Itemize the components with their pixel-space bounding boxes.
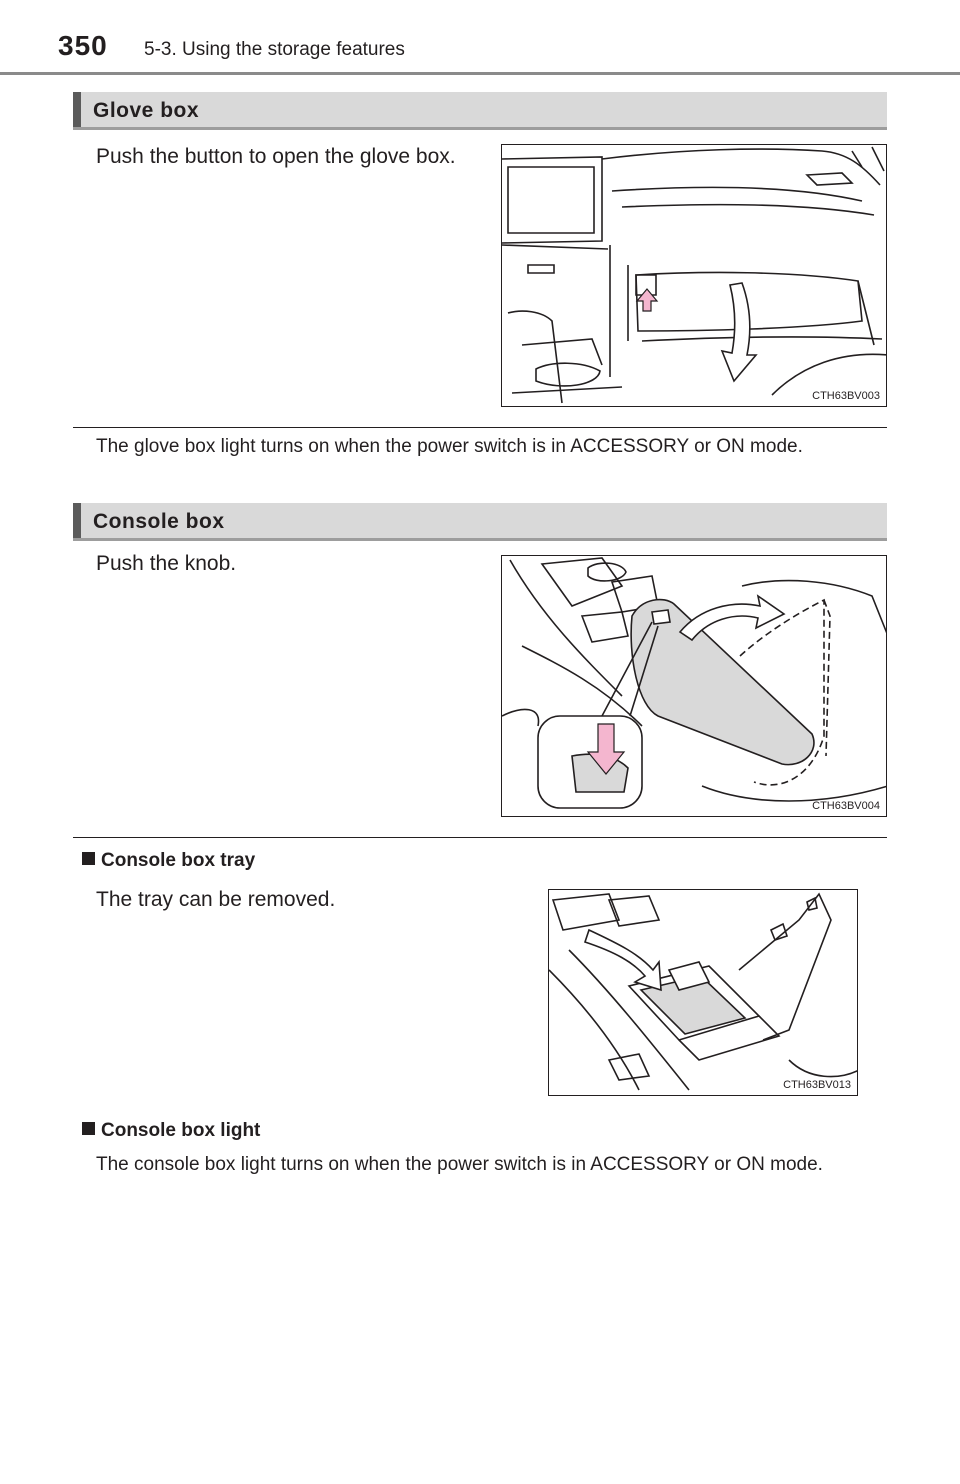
divider (73, 837, 887, 838)
console-box-light-heading-label: Console box light (101, 1120, 261, 1141)
console-box-tray-heading (82, 850, 255, 872)
console-box-heading-label: Console box (93, 510, 225, 533)
figure-code-glove-box: CTH63BV003 (812, 390, 880, 402)
section-title: 5-3. Using the storage features (144, 39, 405, 60)
console-box-light-text: The console box light turns on when the power switch is in ACCESSORY or ON mode. (96, 1154, 823, 1175)
console-box-instruction: Push the knob. (96, 552, 237, 575)
heading-marker (73, 92, 81, 127)
glove-box-light-note: The glove box light turns on when the power switch is in ACCESSORY or ON mode. (96, 436, 803, 457)
glove-box-instruction: Push the button to open the glove box. (96, 145, 456, 168)
figure-code-console-tray: CTH63BV013 (783, 1079, 851, 1091)
glove-box-heading (73, 92, 887, 130)
header-divider (0, 72, 960, 75)
console-box-heading (73, 503, 887, 541)
figure-code-console-box: CTH63BV004 (812, 800, 880, 812)
console-box-light-heading (82, 1120, 260, 1142)
square-bullet-icon (82, 1122, 95, 1135)
console-tray-illustration (548, 889, 858, 1096)
glove-box-illustration (501, 144, 887, 407)
console-box-tray-heading-label: Console box tray (101, 850, 256, 871)
console-box-tray-text: The tray can be removed. (96, 888, 336, 911)
console-box-illustration (501, 555, 887, 817)
divider (73, 427, 887, 428)
square-bullet-icon (82, 852, 95, 865)
heading-marker (73, 503, 81, 538)
glove-box-heading-label: Glove box (93, 99, 200, 122)
page-number: 350 (58, 30, 108, 61)
